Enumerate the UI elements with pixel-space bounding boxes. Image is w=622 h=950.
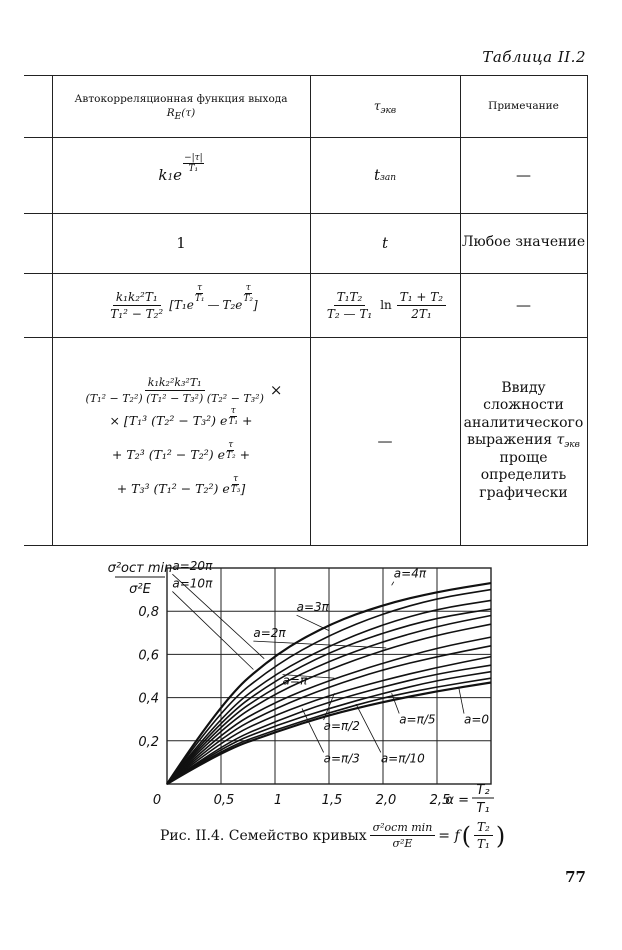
y-tick-label: 0,8 bbox=[138, 605, 159, 621]
curve-label-leader bbox=[459, 687, 464, 714]
header-note: Примечание bbox=[488, 99, 559, 112]
row4-tau: — bbox=[377, 432, 393, 450]
x-axis-label-prefix: α = bbox=[445, 793, 469, 808]
row4-note: Ввиду сложности аналитического выражения $\tau_{экв}$ проще определить графически bbox=[463, 379, 584, 501]
curve-label: a=π/10 bbox=[380, 751, 425, 766]
row1-tau: t зап bbox=[373, 166, 397, 184]
y-tick-label: 0,2 bbox=[138, 734, 159, 750]
curve-label-leader bbox=[172, 591, 253, 669]
row1-function: k 1 e −|τ| T₁ bbox=[158, 152, 203, 184]
x-tick-label: 2,5 bbox=[429, 793, 451, 808]
header-function-label: Автокорреляционная функция выхода bbox=[74, 92, 288, 105]
curve-family-chart bbox=[0, 548, 622, 820]
row1-note: — bbox=[516, 166, 531, 184]
caption-fraction: $\frac{\text{σ²ост min}}{\text{σ²E}}$ bbox=[370, 821, 436, 850]
row2-note: Любое значение bbox=[461, 234, 586, 251]
x-axis-label-numerator: T₂ bbox=[476, 783, 490, 798]
curve-label: a=π/2 bbox=[323, 719, 360, 733]
row3-note: — bbox=[516, 296, 531, 314]
y-tick-label: 0,6 bbox=[138, 648, 159, 664]
origin-label: 0 bbox=[152, 793, 162, 808]
curve-label: a=0 bbox=[464, 712, 490, 727]
row2-function: 1 bbox=[176, 234, 186, 252]
table-rule bbox=[587, 75, 588, 545]
y-tick-label: 0,4 bbox=[138, 691, 159, 707]
x-tick-label: 1,5 bbox=[321, 793, 343, 808]
x-tick-label: 2,0 bbox=[375, 793, 397, 808]
x-tick-label: 1 bbox=[273, 793, 283, 808]
header-function-symbol: RE(τ) bbox=[166, 107, 196, 122]
row2-tau: t bbox=[381, 234, 389, 252]
header-function bbox=[52, 75, 310, 137]
figure-caption: Рис. II.4. Семейство кривых $\frac{\text{σ²ост min}}{\text{σ²E}}$ = f ( $\frac{\text{T₂}}{\text{T₁}}$ ) bbox=[160, 820, 506, 851]
curve-label: a=π/5 bbox=[399, 712, 436, 727]
curve-label: a=3π bbox=[296, 600, 329, 615]
curve-label: a=π/3 bbox=[323, 751, 360, 766]
caption-rhs: = f bbox=[438, 827, 460, 844]
table-rule bbox=[24, 545, 588, 546]
spec-table bbox=[24, 75, 588, 545]
curve-label-leader bbox=[392, 582, 394, 586]
row4-function: $\frac{\text{k₁k₂²k₃²T₁}}{\text{(T₁² − T₂²) (T₁² − T₃²) (T₂² − T₃²)}}$ × × [T₁³ (T₂² − T₃²) e $\frac{\tau}{\text{T₁}}$ + + T₂³ (T₁² − T₂²) e $\frac{\tau}{\text{T₂}}$ + + T₃³ (T₁² − T₂²) e $\frac{\tau}{\text{T₃}}$ ] bbox=[85, 375, 283, 496]
curve-label: a=π bbox=[282, 673, 308, 688]
curve-label-leader bbox=[297, 615, 329, 630]
curve-label-leader bbox=[392, 693, 400, 713]
x-tick-label: 0,5 bbox=[213, 793, 235, 808]
y-axis-label-denominator: σ²E bbox=[129, 582, 151, 597]
table-title: Таблица II.2 bbox=[482, 48, 586, 66]
curve-label-leader bbox=[253, 641, 386, 648]
curve-label: a=2π bbox=[253, 626, 286, 641]
x-axis-label-denominator: T₁ bbox=[476, 801, 490, 816]
curve-label: a=20π bbox=[172, 559, 213, 574]
caption-argument: $\frac{\text{T₂}}{\text{T₁}}$ bbox=[474, 820, 493, 851]
row3-function: $\frac{\text{k₁k₂²T₁}}{\text{T₁² − T₂²}}$ [ T₁e τ T₁ — T₂e τ T₂ ] bbox=[110, 282, 258, 321]
y-axis-label-numerator: σ²ост min bbox=[107, 561, 173, 576]
curve-label: a=10π bbox=[172, 576, 213, 591]
curve-label: a=4π bbox=[393, 566, 427, 581]
page-number: 77 bbox=[565, 868, 586, 886]
caption-text: Рис. II.4. Семейство кривых bbox=[160, 827, 367, 844]
row3-tau: $\frac{\text{T₁T₂}}{\text{T₂ — T₁}}$ ln $\frac{\text{T₁ + T₂}}{\text{2T₁}}$ bbox=[310, 273, 460, 337]
header-tau: $\tau_{экв}$ bbox=[373, 98, 397, 116]
